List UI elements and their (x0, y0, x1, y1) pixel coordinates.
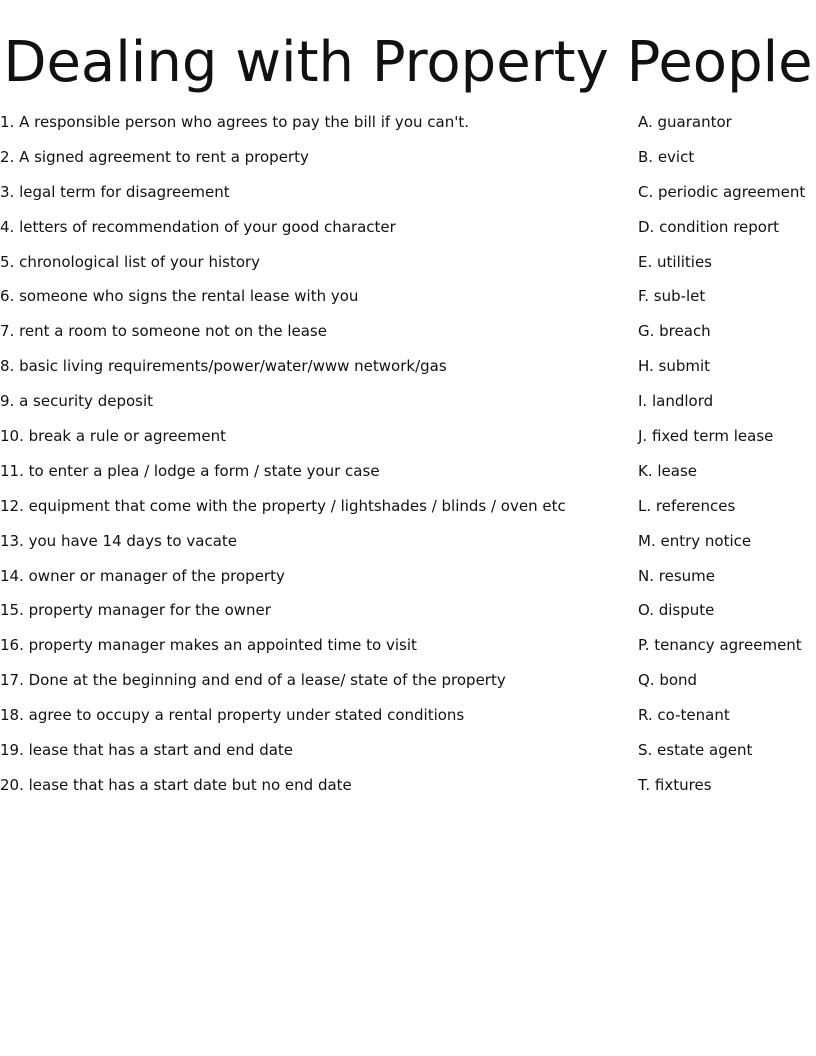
answer-item: M. entry notice (638, 531, 752, 550)
clue-item: 10. break a rule or agreement (0, 427, 227, 446)
clue-item: 13. you have 14 days to vacate (0, 531, 237, 550)
clue-item: 7. rent a room to someone not on the lease (0, 322, 327, 341)
clue-item: 20. lease that has a start date but no end date (0, 775, 352, 794)
answer-item: N. resume (638, 566, 715, 585)
clue-item: 17. Done at the beginning and end of a lease/ state of the property (0, 671, 506, 690)
answer-item: B. evict (638, 147, 695, 166)
clue-item: 4. letters of recommendation of your good character (0, 217, 396, 236)
clue-item: 3. legal term for disagreement (0, 182, 230, 201)
answer-item: Q. bond (638, 671, 698, 690)
clue-item: 19. lease that has a start and end date (0, 741, 294, 760)
clue-item: 12. equipment that come with the property / lightshades / blinds / oven etc (0, 496, 566, 515)
answer-list (638, 110, 816, 808)
clue-item: 6. someone who signs the rental lease with you (0, 287, 359, 306)
clue-item: 5. chronological list of your history (0, 252, 261, 271)
clue-item: 2. A signed agreement to rent a property (0, 147, 309, 166)
clue-item: 8. basic living requirements/power/water/www network/gas (0, 357, 447, 376)
answer-item: D. condition report (638, 217, 780, 236)
answer-item: K. lease (638, 461, 698, 480)
clue-item: 14. owner or manager of the property (0, 566, 285, 585)
answer-item: J. fixed term lease (638, 427, 774, 446)
answer-item: O. dispute (638, 601, 715, 620)
answer-item: F. sub-let (638, 287, 706, 306)
answer-item: T. fixtures (638, 775, 712, 794)
answer-item: I. landlord (638, 392, 714, 411)
clue-item: 11. to enter a plea / lodge a form / state your case (0, 461, 380, 480)
answer-item: C. periodic agreement (638, 182, 806, 201)
answer-item: E. utilities (638, 252, 712, 271)
answer-item: P. tenancy agreement (638, 636, 802, 655)
answer-item: A. guarantor (638, 113, 732, 131)
page-title: Dealing with Property People (3, 30, 813, 95)
answer-item: H. submit (638, 357, 711, 376)
clue-item: 15. property manager for the owner (0, 601, 271, 620)
answer-item: L. references (638, 496, 736, 515)
clue-item: 16. property manager makes an appointed time to visit (0, 636, 417, 655)
answer-item: S. estate agent (638, 741, 753, 760)
clue-item: 9. a security deposit (0, 392, 154, 411)
clue-list (0, 110, 620, 808)
clue-item: 1. A responsible person who agrees to pay the bill if you can't. (0, 113, 469, 131)
answer-item: G. breach (638, 322, 711, 341)
answer-item: R. co-tenant (638, 706, 730, 725)
clue-item: 18. agree to occupy a rental property under stated conditions (0, 706, 465, 725)
